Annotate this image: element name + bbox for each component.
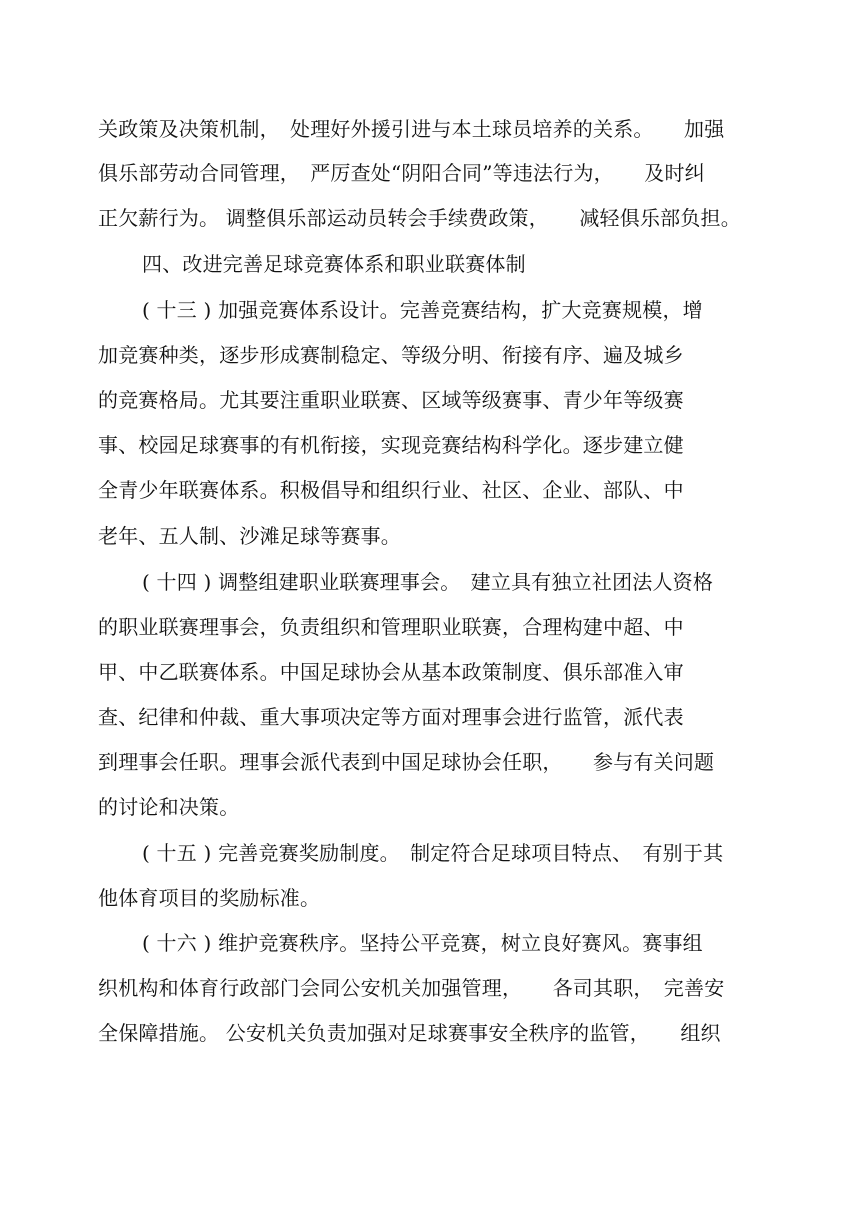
paragraph-14-line-3: 甲、中乙联赛体系。中国足球协会从基本政策制度、俱乐部准入审 xyxy=(98,660,684,684)
text-line-3: 正欠薪行为。 调整俱乐部运动员转会手续费政策， 减轻俱乐部负担。 xyxy=(98,206,741,230)
paragraph-15-line-2: 他体育项目的奖励标准。 xyxy=(98,886,321,910)
paragraph-16-line-2: 织机构和体育行政部门会同公安机关加强管理， 各司其职， 完善安 xyxy=(98,976,725,1000)
paragraph-14-line-1: ( 十四 ) 调整组建职业联赛理事会。 建立具有独立社团法人资格 xyxy=(142,570,714,594)
paragraph-15-line-1: ( 十五 ) 完善竞赛奖励制度。 制定符合足球项目特点、 有别于其 xyxy=(142,841,724,865)
paragraph-14-line-4: 查、纪律和仲裁、重大事项决定等方面对理事会进行监管，派代表 xyxy=(98,705,684,729)
paragraph-14-line-6: 的讨论和决策。 xyxy=(98,795,240,819)
paragraph-13-line-1: ( 十三 ) 加强竞赛体系设计。完善竞赛结构，扩大竞赛规模，增 xyxy=(142,298,703,322)
paragraph-14-line-2: 的职业联赛理事会，负责组织和管理职业联赛，合理构建中超、中 xyxy=(98,615,684,639)
paragraph-13-line-5: 全青少年联赛体系。积极倡导和组织行业、社区、企业、部队、中 xyxy=(98,478,684,502)
paragraph-16-line-1: ( 十六 ) 维护竞赛秩序。坚持公平竞赛，树立良好赛风。赛事组 xyxy=(142,931,703,955)
paragraph-14-line-5: 到理事会任职。理事会派代表到中国足球协会任职， 参与有关问题 xyxy=(98,750,715,774)
paragraph-16-line-3: 全保障措施。 公安机关负责加强对足球赛事安全秩序的监管， 组织 xyxy=(98,1021,721,1045)
paragraph-13-line-6: 老年、五人制、沙滩足球等赛事。 xyxy=(98,524,401,548)
paragraph-13-line-4: 事、校园足球赛事的有机衔接，实现竞赛结构科学化。逐步建立健 xyxy=(98,433,684,457)
text-line-1: 关政策及决策机制， 处理好外援引进与本土球员培养的关系。 加强 xyxy=(98,117,725,141)
paragraph-13-line-3: 的竞赛格局。尤其要注重职业联赛、区域等级赛事、青少年等级赛 xyxy=(98,388,684,412)
text-line-2: 俱乐部劳动合同管理， 严厉查处“阴阳合同”等违法行为， 及时纠 xyxy=(98,161,705,185)
paragraph-13-line-2: 加竞赛种类，逐步形成赛制稳定、等级分明、衔接有序、遍及城乡 xyxy=(98,343,684,367)
section-heading: 四、改进完善足球竞赛体系和职业联赛体制 xyxy=(142,252,526,276)
